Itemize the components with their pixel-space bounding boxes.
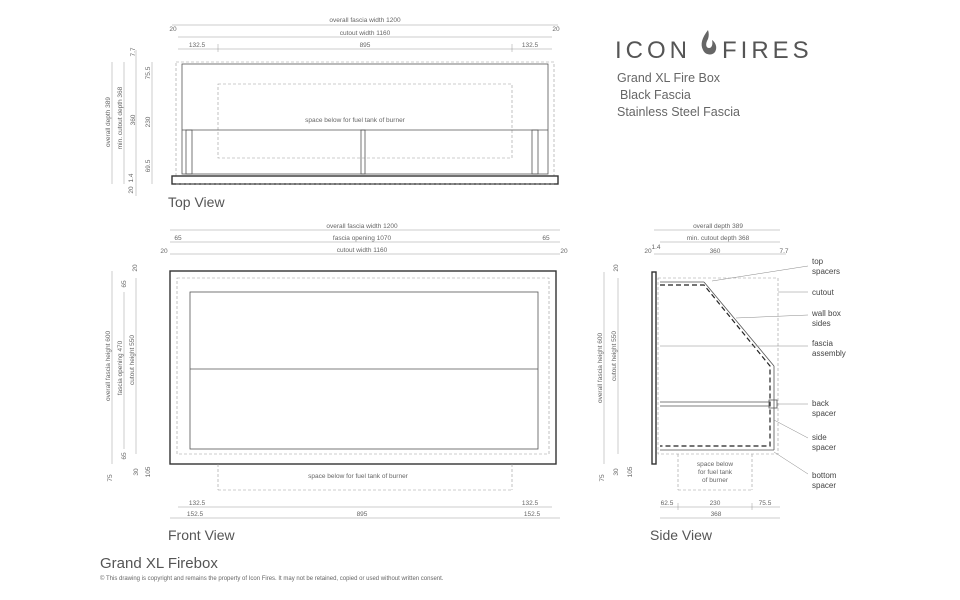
side-fuel-note-1: space below — [696, 461, 734, 468]
side-h-overall: overall fascia height 600 — [597, 332, 604, 404]
brand-left: ICON — [615, 37, 691, 64]
side-b-230: 230 — [709, 500, 721, 507]
front-edge-20r: 20 — [560, 248, 568, 255]
callout-top-spacers-2: spacers — [812, 267, 841, 276]
side-depth-overall: overall depth 389 — [693, 223, 743, 230]
callout-top-spacers-1: top — [812, 257, 824, 266]
front-b-895: 895 — [356, 511, 368, 518]
side-b-368: 368 — [710, 511, 722, 518]
product-line-2: Black Fascia — [620, 88, 691, 102]
callout-wall-box-sides-1: wall box — [812, 309, 841, 318]
side-h-30: 30 — [613, 468, 620, 476]
callout-back-spacer-2: spacer — [812, 409, 837, 418]
top-edge-right: 20 — [552, 26, 560, 33]
top-v-top: 7.7 — [130, 47, 137, 57]
product-line-3: Stainless Steel Fascia — [617, 105, 740, 119]
callout-cutout: cutout — [812, 288, 834, 297]
callout-fascia-assembly-1: fascia — [812, 339, 833, 348]
front-view — [105, 223, 568, 543]
side-h-75: 75 — [599, 474, 606, 482]
side-d-20: 20 — [644, 248, 652, 255]
top-seg-mid: 895 — [359, 42, 371, 49]
front-h-65b: 65 — [121, 452, 128, 460]
callout-wall-box-sides-2: sides — [812, 319, 831, 328]
callout-side-spacer-1: side — [812, 433, 827, 442]
flame-icon — [702, 30, 717, 54]
side-d-14: 1.4 — [651, 244, 661, 251]
front-height-cutout: cutout height 550 — [129, 335, 136, 385]
front-edge-65l: 65 — [174, 235, 182, 242]
front-height-overall: overall fascia height 600 — [105, 330, 112, 402]
front-edge-20l: 20 — [160, 248, 168, 255]
side-fuel-note-3: of burner — [701, 477, 729, 484]
side-h-20: 20 — [613, 264, 620, 272]
side-view-label: Side View — [650, 527, 713, 543]
front-b-152l: 152.5 — [186, 511, 204, 518]
top-overall-width: overall fascia width 1200 — [329, 17, 401, 24]
top-depth-overall: overall depth 389 — [105, 97, 112, 147]
callout-fascia-assembly-2: assembly — [812, 349, 846, 358]
side-b-755: 75.5 — [758, 500, 772, 507]
top-fuel-note: space below for fuel tank of burner — [305, 117, 405, 124]
side-d-360: 360 — [709, 248, 721, 255]
callout-bottom-spacer-1: bottom — [812, 471, 837, 480]
side-depth-min: min. cutout depth 368 — [686, 235, 750, 242]
front-h-30: 30 — [133, 468, 140, 476]
side-d-77: 7.7 — [779, 248, 789, 255]
top-seg-right: 132.5 — [521, 42, 539, 49]
top-view — [105, 17, 560, 210]
top-edge-left: 20 — [169, 26, 177, 33]
top-depth-min: min. cutout depth 368 — [117, 86, 124, 150]
top-v-d: 69.5 — [145, 159, 152, 173]
top-v-a: 75.5 — [145, 66, 152, 80]
front-height-opening: fascia opening 470 — [117, 340, 124, 396]
side-view — [597, 223, 846, 543]
top-v-f: 1.4 — [128, 173, 135, 183]
brand-right: FIRES — [722, 37, 813, 64]
front-h-75: 75 — [107, 474, 114, 482]
drawing-title: Grand XL Firebox — [100, 555, 218, 572]
front-edge-65r: 65 — [542, 235, 550, 242]
top-v-b: 360 — [130, 114, 137, 126]
callout-back-spacer-1: back — [812, 399, 829, 408]
callout-bottom-spacer-2: spacer — [812, 481, 837, 490]
front-cutout-width: cutout width 1160 — [336, 247, 388, 254]
top-v-c: 230 — [145, 116, 152, 128]
front-view-label: Front View — [168, 527, 235, 543]
brand-logo — [615, 30, 813, 64]
top-seg-left: 132.5 — [188, 42, 206, 49]
front-fuel-note: space below for fuel tank of burner — [308, 473, 408, 480]
front-h-top20: 20 — [132, 264, 139, 272]
front-h-65a: 65 — [121, 280, 128, 288]
front-b-132l: 132.5 — [188, 500, 206, 507]
copyright-notice: © This drawing is copyright and remains the property of Icon Fires. It may not be retained, copied or used without written consent. — [100, 576, 444, 582]
top-v-e: 20 — [128, 186, 135, 194]
front-b-152r: 152.5 — [523, 511, 541, 518]
callout-side-spacer-2: spacer — [812, 443, 837, 452]
side-fuel-note-2: for fuel tank — [698, 469, 732, 476]
front-overall-width: overall fascia width 1200 — [326, 223, 398, 230]
front-b-132r: 132.5 — [521, 500, 539, 507]
top-cutout-width: cutout width 1160 — [339, 30, 391, 37]
product-line-1: Grand XL Fire Box — [617, 71, 721, 85]
side-b-625: 62.5 — [660, 500, 674, 507]
top-view-label: Top View — [168, 194, 225, 210]
front-h-105: 105 — [145, 466, 152, 478]
side-h-105: 105 — [627, 466, 634, 478]
front-opening: fascia opening 1070 — [332, 235, 392, 242]
side-h-cutout: cutout height 550 — [611, 331, 618, 381]
